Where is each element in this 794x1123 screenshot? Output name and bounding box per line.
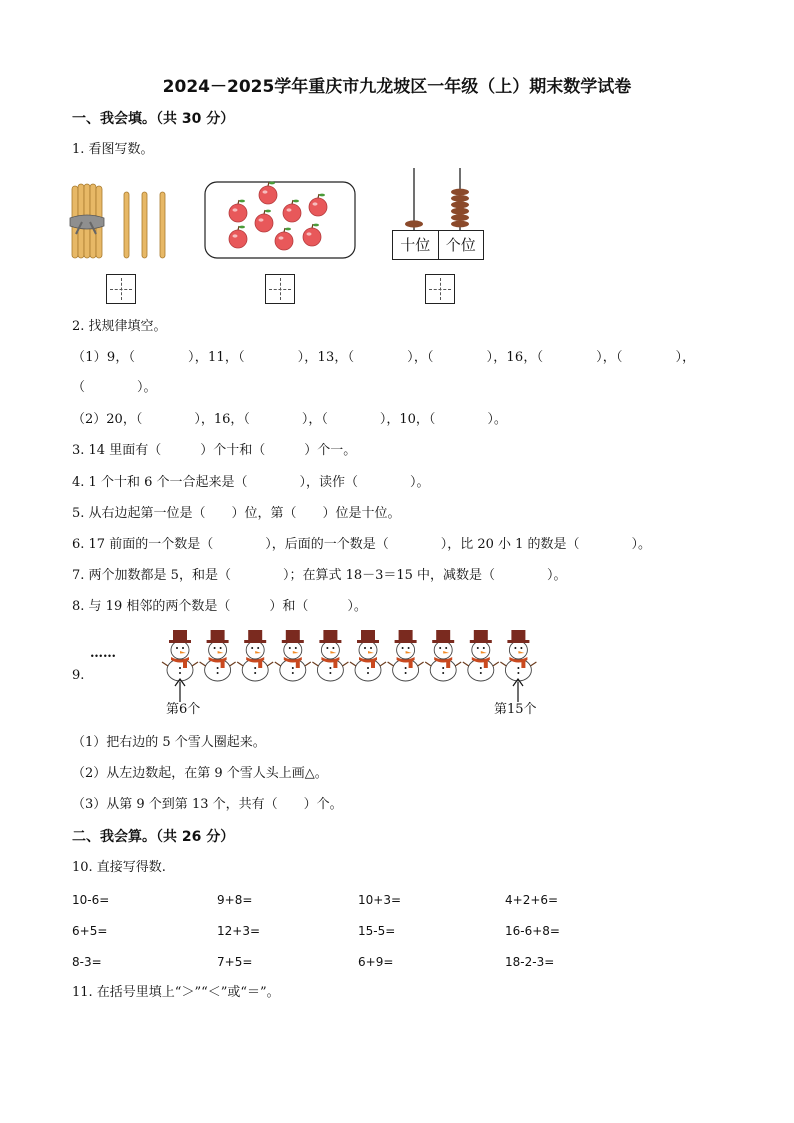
calc-item: 6+5= [72,924,108,938]
calc-item: 10+3= [358,893,402,907]
snowman-icon [237,630,273,681]
q2-label: 2. 找规律填空。 [72,319,167,334]
sticks-picture [68,182,178,262]
snowman-icon [162,630,198,681]
calc-item: 18-2-3= [505,955,555,969]
abacus-bead [451,195,469,202]
single-stick [160,192,165,258]
q8: 8. 与 19 相邻的两个数是（ ）和（ ）。 [72,599,367,614]
q10-label: 10. 直接写得数. [72,860,166,875]
abacus-tens-label: 十位 [393,231,439,259]
page-title: 2024－2025学年重庆市九龙坡区一年级（上）期末数学试卷 [162,77,632,97]
abacus-bead [451,189,469,196]
q1-label: 1. 看图写数。 [72,142,154,157]
snowmen-row [158,628,544,684]
abacus-bead [451,214,469,221]
arrow-up-icon [174,678,186,702]
calc-item: 15-5= [358,924,396,938]
abacus-bead [451,201,469,208]
arrow-up-icon [512,678,524,702]
answer-box[interactable] [425,274,455,304]
q9-sub2: （2）从左边数起，在第 9 个雪人头上画△。 [72,766,328,781]
snowman-icon [425,630,461,681]
abacus-bead [451,221,469,228]
snowman-icon [200,630,236,681]
abacus-ones-label: 个位 [445,236,476,254]
q9-sub1: （1）把右边的 5 个雪人圈起来。 [72,735,266,750]
q9-number: 9. [72,668,85,683]
q5: 5. 从右边起第一位是（ ）位，第（ ）位是十位。 [72,506,401,521]
answer-box[interactable] [106,274,136,304]
q2-line2: （2）20，（ ），16，（ ），（ ），10，（ ）。 [72,412,507,427]
abacus-bead [405,220,423,227]
single-stick [124,192,129,258]
answer-box[interactable] [265,274,295,304]
calc-item: 7+5= [217,955,253,969]
calc-item: 9+8= [217,893,253,907]
section2-heading: 二、我会算。（共 26 分） [72,829,235,845]
abacus-rods [392,166,484,230]
q4: 4. 1 个十和 6 个一合起来是（ ），读作（ ）。 [72,475,430,490]
q7: 7. 两个加数都是 5，和是（ ）；在算式 18－3＝15 中，减数是（ ）。 [72,568,567,583]
snowman-icon [275,630,311,681]
marker-15th: 第15个 [494,702,537,717]
single-stick [142,192,147,258]
q3: 3. 14 里面有（ ）个十和（ ）个一。 [72,443,357,458]
stick-bundle [70,184,104,258]
section1-heading: 一、我会填。（共 30 分） [72,111,235,127]
calc-item: 4+2+6= [505,893,559,907]
snowman-icon [463,630,499,681]
snowman-icon [350,630,386,681]
q2-line1-continued: （ ）。 [72,380,157,395]
snowman-icon [500,630,536,681]
apples-picture [204,181,356,259]
q2-line1: （1）9，（ ），11，（ ），13，（ ），（ ），16，（ ），（ ）， [72,350,696,365]
calc-item: 6+9= [358,955,394,969]
calc-item: 8-3= [72,955,102,969]
q9-sub3: （3）从第 9 个到第 13 个，共有（ ）个。 [72,797,343,812]
abacus-bead [451,208,469,215]
snowman-icon [312,630,348,681]
calc-item: 10-6= [72,893,110,907]
calc-item: 16-6+8= [505,924,560,938]
snowmen-ellipsis: …… [90,646,116,661]
marker-6th: 第6个 [166,702,201,717]
calc-item: 12+3= [217,924,261,938]
q11: 11. 在括号里填上“＞”“＜”或“＝”。 [72,985,280,1000]
snowman-icon [388,630,424,681]
q6: 6. 17 前面的一个数是（ ），后面的一个数是（ ），比 20 小 1 的数是（ ）。 [72,537,652,552]
abacus [392,166,484,262]
